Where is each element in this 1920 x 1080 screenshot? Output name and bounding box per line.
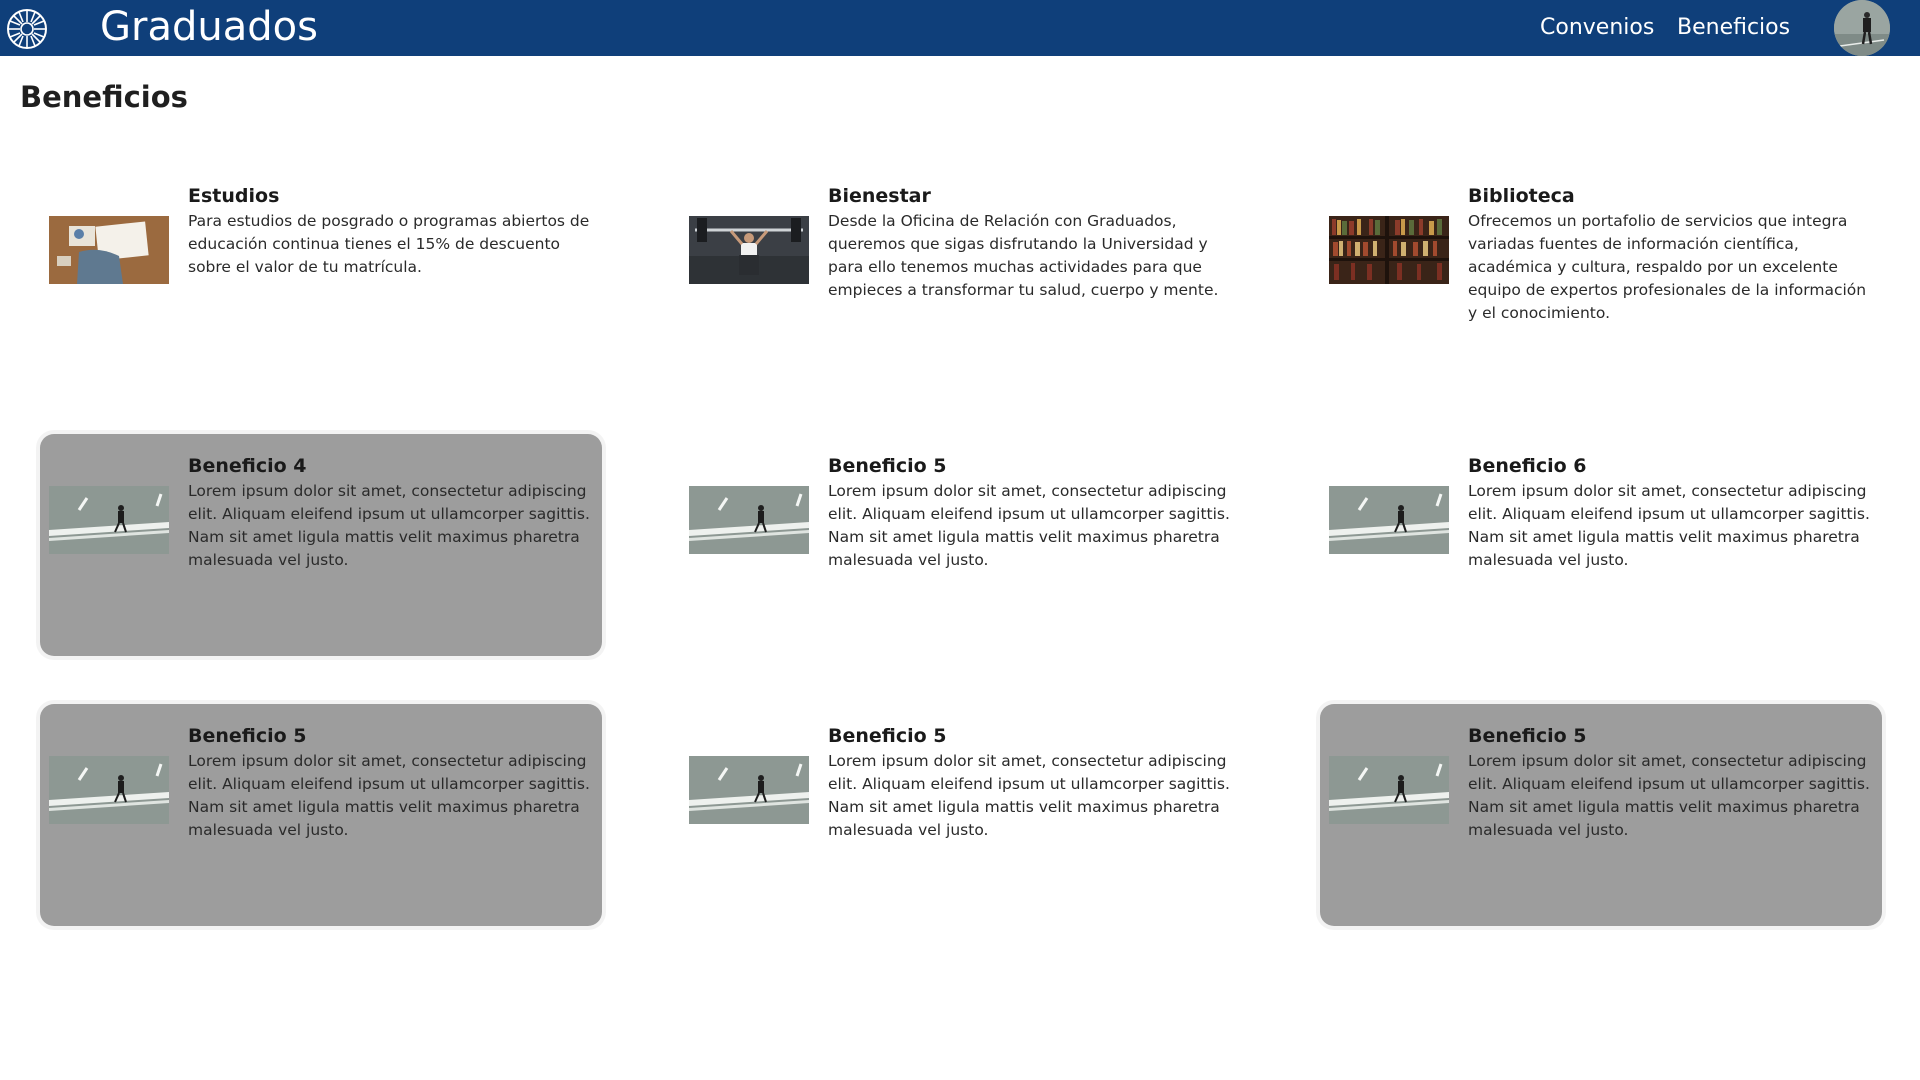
card-title: Biblioteca [1468, 185, 1575, 207]
card-title: Beneficio 5 [828, 455, 947, 477]
person-walking-road-image [1329, 486, 1449, 554]
top-navbar [0, 0, 1920, 56]
site-title[interactable]: Graduados [100, 4, 318, 50]
page-title: Beneficios [20, 80, 188, 114]
card-title: Estudios [188, 185, 280, 207]
nav-link-beneficios[interactable]: Beneficios [1677, 15, 1791, 40]
benefit-card-beneficio-6[interactable] [1320, 434, 1882, 656]
benefit-card-beneficio-5[interactable] [680, 434, 1242, 656]
card-title: Beneficio 5 [188, 725, 307, 747]
card-description: Para estudios de posgrado o programas abiertos de educación continua tienes el 15% de descuento sobre el valor de tu matrícula. [188, 212, 590, 276]
user-avatar[interactable] [1834, 0, 1890, 56]
card-description: Lorem ipsum dolor sit amet, consectetur adipiscing elit. Aliquam eleifend ipsum ut ullamcorper sagittis. Nam sit amet ligula mattis velit maximus pharetra malesuada vel justo. [828, 482, 1230, 569]
card-description: Lorem ipsum dolor sit amet, consectetur adipiscing elit. Aliquam eleifend ipsum ut ullamcorper sagittis. Nam sit amet ligula mattis velit maximus pharetra malesuada vel justo. [828, 752, 1230, 839]
benefit-card-estudios[interactable] [40, 164, 602, 386]
benefit-card-beneficio-5[interactable] [1320, 704, 1882, 926]
card-title: Beneficio 4 [188, 455, 307, 477]
person-walking-road-image [1329, 756, 1449, 824]
card-title: Beneficio 6 [1468, 455, 1587, 477]
gym-weightlifting-image [689, 216, 809, 284]
card-description: Lorem ipsum dolor sit amet, consectetur adipiscing elit. Aliquam eleifend ipsum ut ullamcorper sagittis. Nam sit amet ligula mattis velit maximus pharetra malesuada vel justo. [188, 482, 590, 569]
benefit-card-biblioteca[interactable] [1320, 164, 1882, 386]
person-walking-road-image [49, 486, 169, 554]
card-description: Ofrecemos un portafolio de servicios que integra variadas fuentes de información científica, académica y cultura, respaldo por un excelente equipo de expertos profesionales de la información y el conocimiento. [1468, 212, 1867, 322]
benefit-card-beneficio-5[interactable] [40, 704, 602, 926]
card-description: Lorem ipsum dolor sit amet, consectetur adipiscing elit. Aliquam eleifend ipsum ut ullamcorper sagittis. Nam sit amet ligula mattis velit maximus pharetra malesuada vel justo. [1468, 482, 1870, 569]
benefit-card-beneficio-5[interactable] [680, 704, 1242, 926]
card-title: Beneficio 5 [828, 725, 947, 747]
person-walking-road-image [689, 756, 809, 824]
card-description: Lorem ipsum dolor sit amet, consectetur adipiscing elit. Aliquam eleifend ipsum ut ullamcorper sagittis. Nam sit amet ligula mattis velit maximus pharetra malesuada vel justo. [1468, 752, 1870, 839]
card-title: Bienestar [828, 185, 931, 207]
study-desk-image [49, 216, 169, 284]
card-title: Beneficio 5 [1468, 725, 1587, 747]
university-seal-icon[interactable] [6, 8, 48, 50]
nav-link-convenios[interactable]: Convenios [1540, 15, 1655, 40]
card-description: Lorem ipsum dolor sit amet, consectetur adipiscing elit. Aliquam eleifend ipsum ut ullamcorper sagittis. Nam sit amet ligula mattis velit maximus pharetra malesuada vel justo. [188, 752, 590, 839]
library-bookshelf-image [1329, 216, 1449, 284]
person-walking-road-image [689, 486, 809, 554]
benefit-card-bienestar[interactable] [680, 164, 1242, 386]
person-walking-road-image [49, 756, 169, 824]
benefit-card-beneficio-4[interactable] [40, 434, 602, 656]
card-description: Desde la Oficina de Relación con Graduados, queremos que sigas disfrutando la Universidad y para ello tenemos muchas actividades para que empieces a transformar tu salud, cuerpo y mente. [828, 212, 1219, 299]
